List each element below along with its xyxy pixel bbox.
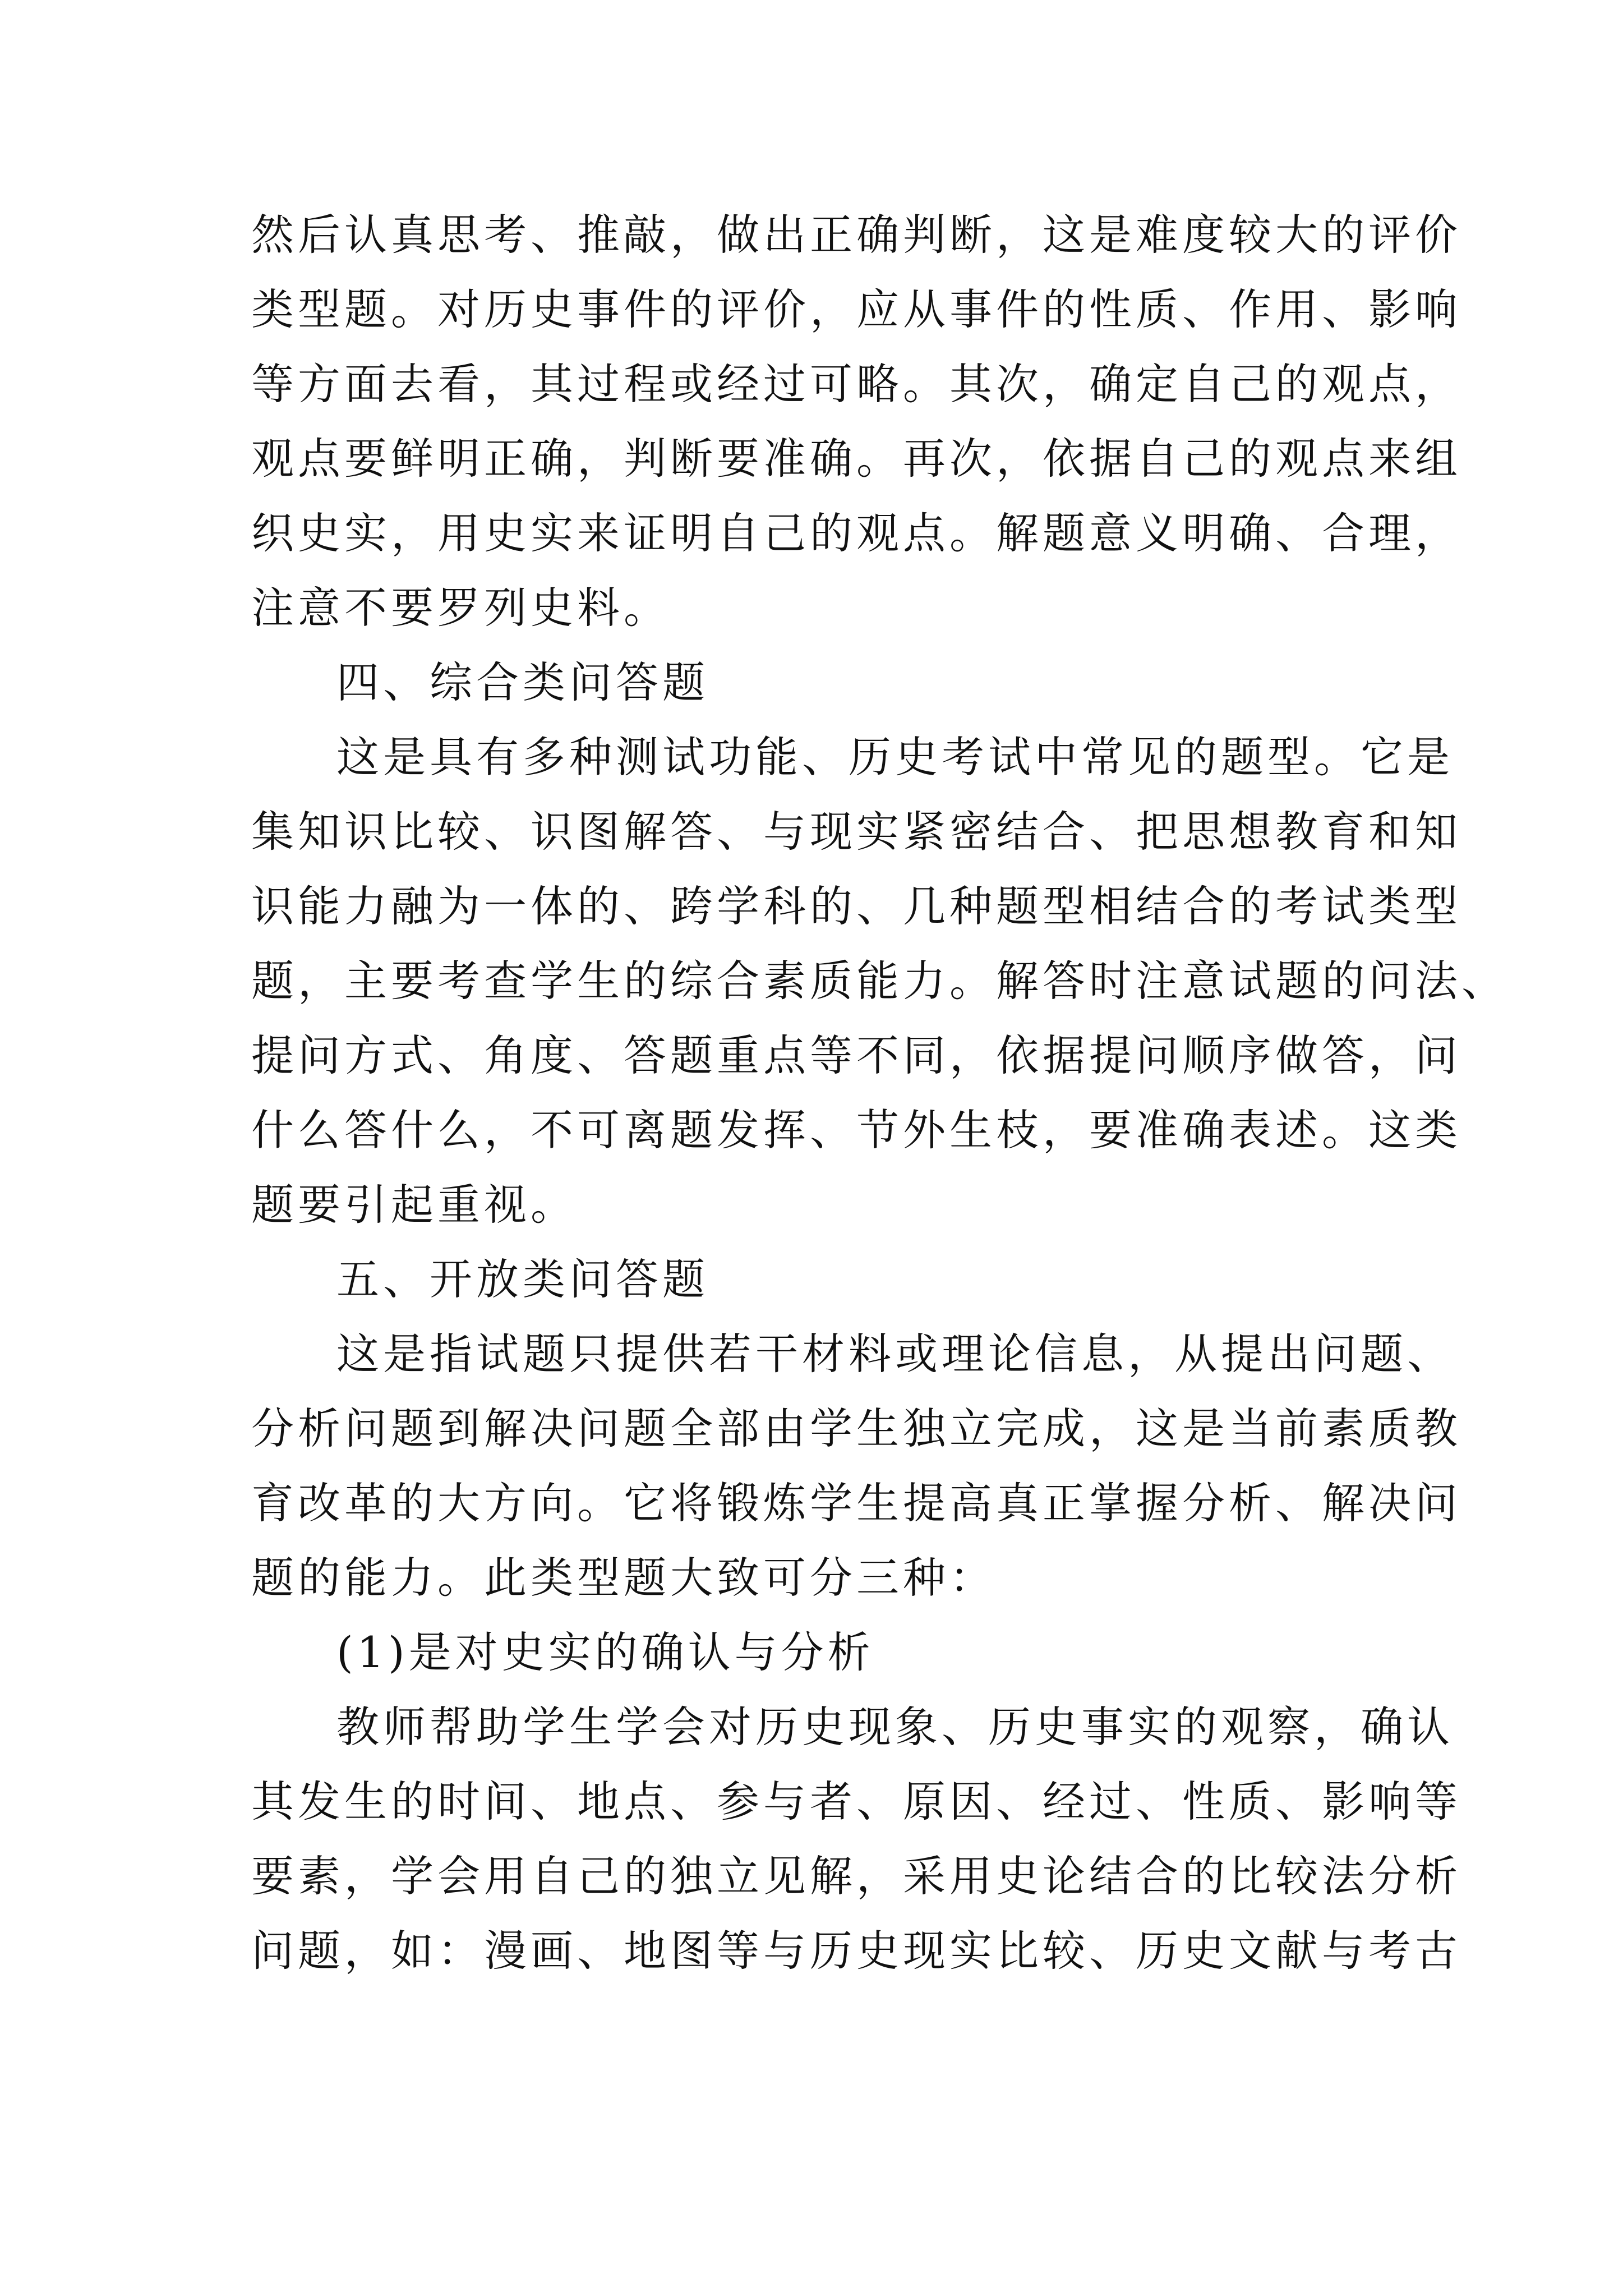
- text-line: 问题，如：漫画、地图等与历史现实比较、历史文献与考古: [251, 1926, 1461, 1976]
- subsection-heading: (1)是对史实的确认与分析: [336, 1627, 874, 1677]
- text-line: 育改革的大方向。它将锻炼学生提高真正掌握分析、解决问: [251, 1478, 1461, 1528]
- text-line: 织史实，用史实来证明自己的观点。解题意义明确、合理，: [251, 508, 1461, 558]
- paragraph-start: 教师帮助学生学会对历史现象、历史事实的观察，确认: [336, 1702, 1454, 1752]
- text-line: 分析问题到解决问题全部由学生独立完成，这是当前素质教: [251, 1404, 1461, 1453]
- text-line: 然后认真思考、推敲，做出正确判断，这是难度较大的评价: [251, 210, 1461, 260]
- text-line: 识能力融为一体的、跨学科的、几种题型相结合的考试类型: [251, 881, 1461, 931]
- text-line: 集知识比较、识图解答、与现实紧密结合、把思想教育和知: [251, 807, 1461, 857]
- text-line: 等方面去看，其过程或经过可略。其次，确定自己的观点，: [251, 359, 1461, 409]
- text-line: 提问方式、角度、答题重点等不同，依据提问顺序做答，问: [251, 1030, 1461, 1080]
- text-line: 题的能力。此类型题大致可分三种：: [251, 1553, 996, 1603]
- paragraph-start: 这是具有多种测试功能、历史考试中常见的题型。它是: [336, 732, 1454, 782]
- text-line: 类型题。对历史事件的评价，应从事件的性质、作用、影响: [251, 284, 1461, 334]
- section-heading: 五、开放类问答题: [336, 1254, 709, 1304]
- text-line: 题要引起重视。: [251, 1180, 577, 1230]
- text-line: 其发生的时间、地点、参与者、原因、经过、性质、影响等: [251, 1777, 1461, 1826]
- text-line: 什么答什么，不可离题发挥、节外生枝，要准确表述。这类: [251, 1105, 1461, 1155]
- section-heading: 四、综合类问答题: [336, 657, 709, 707]
- text-line: 注意不要罗列史料。: [251, 583, 670, 633]
- text-line: 观点要鲜明正确，判断要准确。再次，依据自己的观点来组: [251, 434, 1461, 484]
- text-line: 题，主要考查学生的综合素质能力。解答时注意试题的问法、: [251, 956, 1508, 1006]
- paragraph-start: 这是指试题只提供若干材料或理论信息，从提出问题、: [336, 1329, 1454, 1379]
- text-line: 要素，学会用自己的独立见解，采用史论结合的比较法分析: [251, 1851, 1461, 1901]
